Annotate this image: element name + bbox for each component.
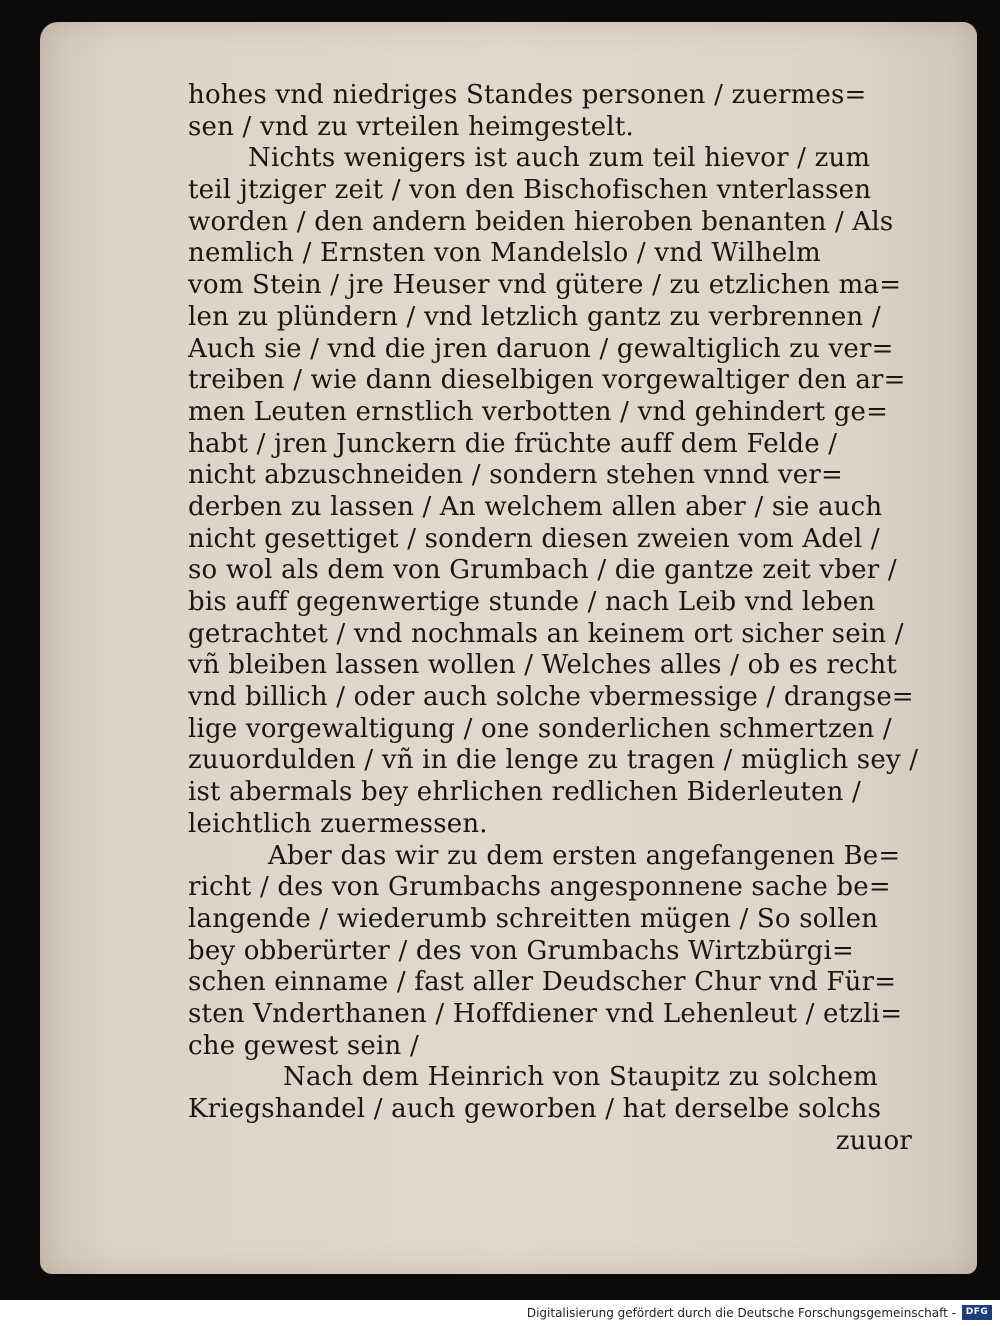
text-line: hohes vnd niedriges Standes personen / zuermes= <box>188 80 867 110</box>
text-line: zuuordulden / vñ in die lenge zu tragen / müglich sey / <box>188 745 919 776</box>
text-line: bey obberürter / des von Grumbachs Wirtzbürgi= <box>188 935 855 966</box>
text-line: nicht gesettiget / sondern diesen zweien vom Adel / <box>188 523 880 554</box>
funding-credit: Digitalisierung gefördert durch die Deutsche Forschungsgemeinschaft - <box>526 1306 956 1320</box>
text-line: vom Stein / jre Heuser vnd gütere / zu etzlichen ma= <box>188 270 902 301</box>
text-line: ist abermals bey ehrlichen redlichen Biderleuten / <box>188 777 862 808</box>
text-line: lige vorgewaltigung / one sonderlichen schmertzen / <box>188 713 892 744</box>
text-line: nemlich / Ernsten von Mandelslo / vnd Wilhelm <box>188 238 821 269</box>
text-line: habt / jren Junckern die früchte auff dem Felde / <box>188 428 838 459</box>
text-line: vnd billich / oder auch solche vbermessige / drangse= <box>188 682 914 713</box>
text-line: Auch sie / vnd die jren daruon / gewaltiglich zu ver= <box>188 333 894 364</box>
text-line: men Leuten ernstlich verbotten / vnd gehindert ge= <box>188 396 889 427</box>
text-line: sen / vnd zu vrteilen heimgestelt. <box>188 111 634 142</box>
footer-bar <box>0 1300 1000 1326</box>
text-line: Nichts wenigers ist auch zum teil hievor / zum <box>248 143 871 174</box>
text-line: len zu plündern / vnd letzlich gantz zu verbrennen / <box>188 301 881 332</box>
text-line: langende / wiederumb schreitten mügen / So sollen <box>188 903 879 934</box>
dfg-logo: DFG <box>962 1305 992 1320</box>
text-line: Aber das wir zu dem ersten angefangenen Be= <box>268 840 901 871</box>
text-line: teil jtziger zeit / von den Bischofischen vnterlassen <box>188 175 872 206</box>
catchword: zuuor <box>835 1125 912 1156</box>
text-line: Kriegshandel / auch geworben / hat derselbe solchs <box>188 1094 882 1124</box>
text-line: treiben / wie dann dieselbigen vorgewaltiger den ar= <box>188 365 906 396</box>
text-line: che gewest sein / <box>188 1030 419 1061</box>
text-line: getrachtet / vnd nochmals an keinem ort sicher sein / <box>188 618 904 649</box>
text-line: derben zu lassen / An welchem allen aber / sie auch <box>188 491 883 522</box>
text-line: Nach dem Heinrich von Staupitz zu solchem <box>283 1062 879 1093</box>
text-line: richt / des von Grumbachs angesponnene sache be= <box>188 872 891 903</box>
text-line: sten Vnderthanen / Hoffdiener vnd Lehenleut / etzli= <box>188 998 903 1029</box>
text-line: worden / den andern beiden hieroben benanten / Als <box>188 206 894 237</box>
text-line: so wol als dem von Grumbach / die gantze zeit vber / <box>188 555 897 586</box>
page-body-text <box>188 80 918 1157</box>
text-line: bis auff gegenwertige stunde / nach Leib vnd leben <box>188 587 876 617</box>
text-line: schen einname / fast aller Deudscher Chur vnd Für= <box>188 967 897 998</box>
text-line: vñ bleiben lassen wollen / Welches alles / ob es recht <box>188 650 897 681</box>
text-line: nicht abzuschneiden / sondern stehen vnnd ver= <box>188 460 843 491</box>
text-line: leichtlich zuermessen. <box>188 808 488 839</box>
